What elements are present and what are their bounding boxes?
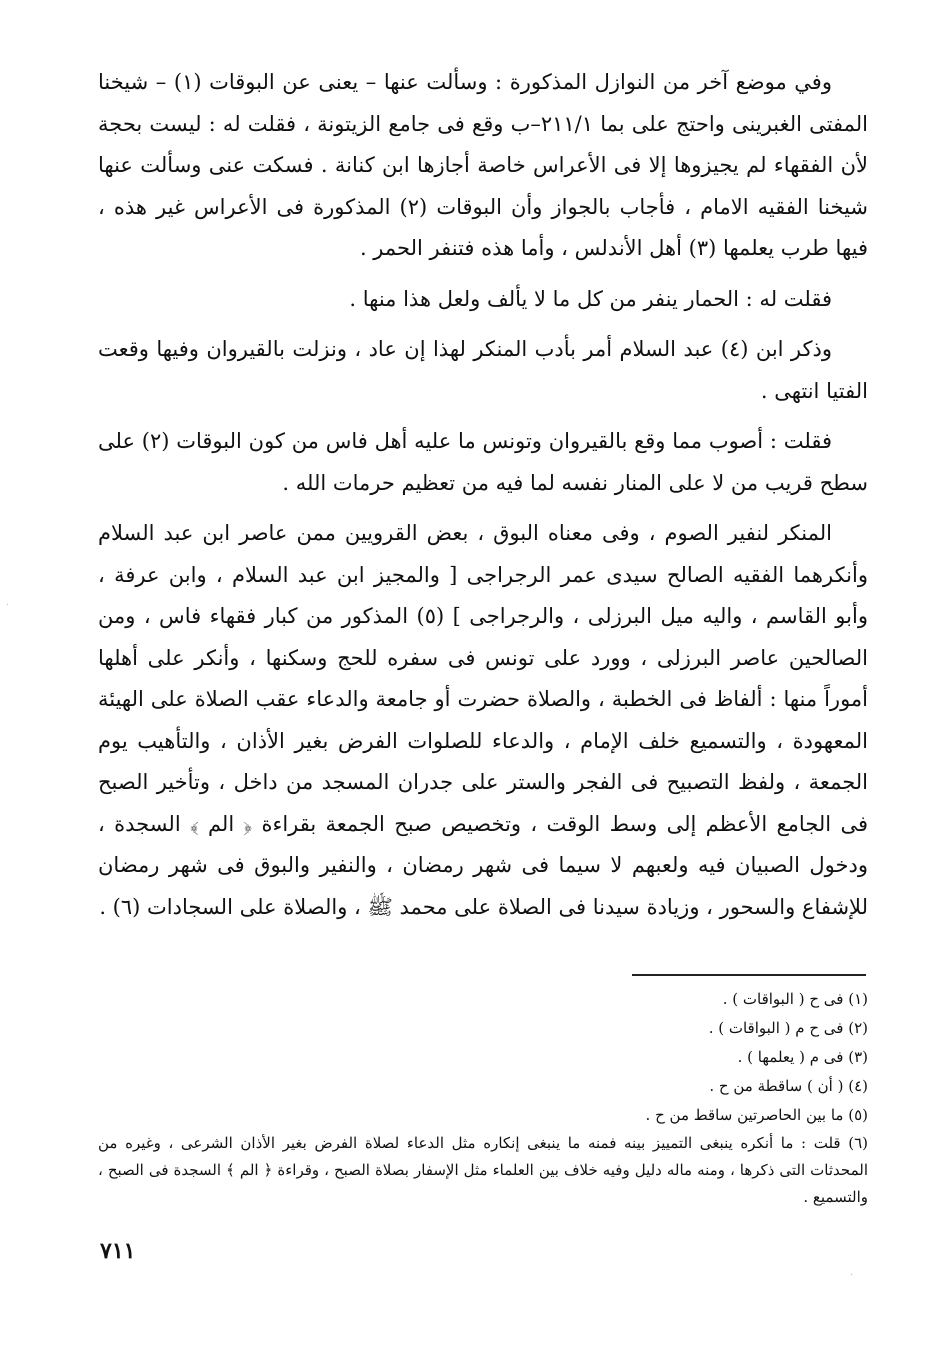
footnote-6: (٦) قلت : ما أنكره ينبغى التمييز بينه فمنه ما ينبغى إنكاره مثل الدعاء لصلاة الفرض بغير الأذان الشرعى ، وغيره من المحدثات التى ذكرها ، ومنه ماله دليل وفيه خلاف بين العلماء مثل الإسفار بصلاة الصبح ، وقراءة ﴿ الم ﴾ السجدة فى الصبح ، والتسميع . [98,1134,868,1206]
scan-speck: · [850,1270,854,1281]
footnote-3: (٣) فى م ( يعلمها ) . [737,1048,868,1066]
page-number: ٧١١ [100,1238,136,1264]
footnote-4: (٤) ( أن ) ساقطة من ح . [709,1077,868,1095]
scan-speck: · [6,600,10,611]
paragraph-5: المنكر لنفير الصوم ، وفى معناه البوق ، بعض القرويين ممن عاصر ابن عبد السلام وأنكرهما الفقيه الصالح سيدى عمر الرجراجى [ والمجيز ابن عبد السلام ، وابن عرفة ، وأبو القاسم ، واليه ميل البرزلى ، والرجراجى ] (٥) المذكور من كبار فقهاء فاس ، ومن الصالحين عاصر البرزلى ، وورد على تونس فى سفره للحج وسكنها ، وأنكر على أهلها أموراً منها : ألفاظ فى الخطبة ، والصلاة حضرت أو جامعة والدعاء عقب الصلاة على الهيئة المعهودة ، والتسميع خلف الإمام ، والدعاء للصلوات الفرض بغير الأذان ، والتأهيب يوم الجمعة ، ولفظ التصبيح فى الفجر والستر على جدران المسجد من داخل ، وتأخير الصبح فى الجامع الأعظم إلى وسط الوقت ، وتخصيص صبح الجمعة بقراءة ﴿ الم ﴾ السجدة ، ودخول الصبيان فيه ولعبهم لا سيما فى شهر رمضان ، والنفير والبوق فى شهر رمضان للإشفاع والسحور ، وزيادة سيدنا فى الصلاة على محمد ﷺ ، والصلاة على السجادات (٦) . [98,521,868,919]
footnotes [98,985,868,1211]
paragraph-4: فقلت : أصوب مما وقع بالقيروان وتونس ما عليه أهل فاس من كون البوقات (٢) على سطح قريب من لا على المنار نفسه لما فيه من تعظيم حرمات الله . [98,429,868,495]
footnote-5: (٥) ما بين الحاصرتين ساقط من ح . [645,1106,868,1124]
paragraph-2: فقلت له : الحمار ينفر من كل ما لا يألف ولعل هذا منها . [349,286,832,311]
footnote-1: (١) فى ح ( البواقات ) . [722,990,868,1008]
footnote-separator [632,974,866,976]
main-text [98,62,868,928]
paragraph-1: وفي موضع آخر من النوازل المذكورة : وسألت عنها – يعنى عن البوقات (١) – شيخنا المفتى الغبرينى واحتج على بما ٢١١/١–ب وقع فى جامع الزيتونة ، فقلت له : ليست بحجة لأن الفقهاء لم يجيزوها إلا فى الأعراس خاصة أجازها ابن كنانة . فسكت عنى وسألت عنها شيخنا الفقيه الامام ، فأجاب بالجواز وأن البوقات (٢) المذكورة فى الأعراس غير هذه ، فيها طرب يعلمها (٣) أهل الأندلس ، وأما هذه فتنفر الحمر . [98,70,869,260]
footnote-2: (٢) فى ح م ( البواقات ) . [708,1019,868,1037]
paragraph-3: وذكر ابن (٤) عبد السلام أمر بأدب المنكر لهذا إن عاد ، ونزلت بالقيروان وفيها وقعت الفتيا انتهى . [98,337,868,403]
